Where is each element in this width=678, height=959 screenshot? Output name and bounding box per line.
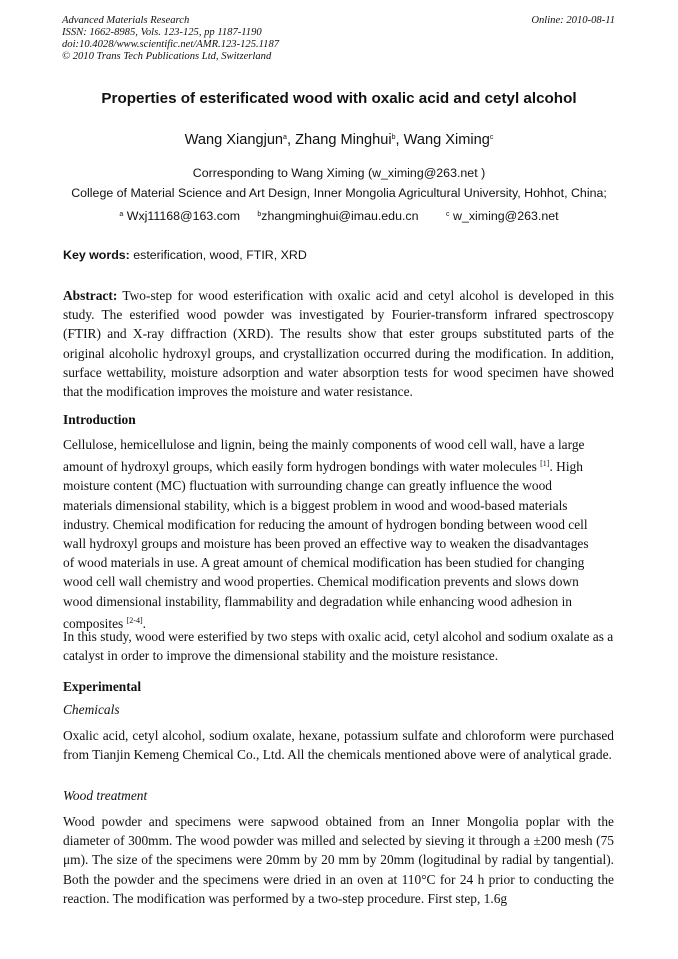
email-c: w_ximing@263.net xyxy=(449,209,559,223)
introduction-paragraph-1 xyxy=(63,435,623,633)
author-emails xyxy=(0,209,678,223)
chemicals-paragraph: Oxalic acid, cetyl alcohol, sodium oxalate, hexane, potassium sulfate and chloroform were purchased from Tianjin Kemeng Chemical Co., Ltd. All the chemicals mentioned above were of analytical grade. xyxy=(63,728,614,763)
abstract-label: Abstract: xyxy=(63,288,118,303)
author-name: Zhang Minghui xyxy=(295,132,392,148)
paragraph-line: wall hydroxyl groups and moisture has been proved an effective way to weaken the disadvantages xyxy=(63,536,589,552)
corresponding-author: Corresponding to Wang Ximing (w_ximing@263.net ) xyxy=(192,166,486,180)
paragraph-line: Cellulose, hemicellulose and lignin, being the mainly components of wood cell wall, have a large xyxy=(63,437,585,452)
online-date: Online: 2010-08-11 xyxy=(531,15,615,26)
email-mark: c xyxy=(446,211,450,218)
keywords-text: esterification, wood, FTIR, XRD xyxy=(129,248,307,262)
paragraph-line: moisture content (MC) fluctuation with surrounding change can greatly influence the wood xyxy=(63,478,552,494)
journal-name: Advanced Materials Research xyxy=(62,15,190,26)
subsection-heading-wood-treatment: Wood treatment xyxy=(63,788,148,803)
keywords-label: Key words: xyxy=(63,248,130,262)
subsection-heading-chemicals: Chemicals xyxy=(63,702,120,717)
author-affiliation-mark: c xyxy=(489,134,494,141)
author-affiliation-mark: b xyxy=(391,134,396,141)
paragraph-line: industry. Chemical modification for reducing the amount of hydrogen bonding between wood cell xyxy=(63,516,588,532)
author-separator: , xyxy=(286,132,296,148)
paragraph-line: amount of hydroxyl groups, which easily form hydrogen bondings with water molecules [1]. High xyxy=(63,459,583,475)
introduction-paragraph-2: In this study, wood were esterified by two steps with oxalic acid, cetyl alcohol and sodium oxalate as a catalyst in order to improve the dimensional stability and the moisture resistance. xyxy=(63,629,614,664)
paragraph-line: materials dimensional stability, which is a biggest problem in wood and wood-based materials xyxy=(63,497,568,513)
journal-copyright: © 2010 Trans Tech Publications Ltd, Switzerland xyxy=(62,51,272,62)
author-separator: , xyxy=(395,132,404,148)
email-a: Wxj11168@163.com xyxy=(123,209,241,223)
keywords xyxy=(63,248,307,262)
paragraph-line: wood dimensional instability, flammability and degradation while enhancing wood adhesion in xyxy=(63,593,572,609)
abstract xyxy=(63,286,614,401)
paper-title: Properties of esterificated wood with oxalic acid and cetyl alcohol xyxy=(101,90,577,107)
citation: [2-4] xyxy=(126,615,143,625)
paragraph-line: wood cell wall chemistry and wood properties. Chemical modification prevents and slows down xyxy=(63,574,579,590)
author-list xyxy=(0,132,678,148)
journal-doi: doi:10.4028/www.scientific.net/AMR.123-125.1187 xyxy=(62,39,280,50)
author-name: Wang Ximing xyxy=(403,132,490,148)
paragraph-line: of wood materials in use. A great amount of chemical modification has been studied for changing xyxy=(63,555,585,571)
paragraph-line: composites [2-4]. xyxy=(63,615,146,631)
citation: [1] xyxy=(540,459,550,469)
section-heading-experimental: Experimental xyxy=(63,679,142,694)
section-heading-introduction: Introduction xyxy=(63,412,136,427)
email-b: zhangminghui@imau.edu.cn xyxy=(261,209,419,223)
author-affiliation-mark: a xyxy=(283,134,287,141)
journal-issn: ISSN: 1662-8985, Vols. 123-125, pp 1187-1190 xyxy=(62,27,262,38)
wood-treatment-paragraph: Wood powder and specimens were sapwood obtained from an Inner Mongolia poplar with the diameter of 300mm. The wood powder was milled and selected by sieving it through a ±200 mesh (75 μm). The size of the specimens were 20mm by 20 mm by 20mm (logitudinal by radial by tangential). Both the powder and the specimens were dried in an oven at 110°C for 24 h prior to conducting the reaction. The modification was performed by a two-step procedure. First step, 1.6g xyxy=(63,814,614,906)
journal-header xyxy=(62,15,279,63)
abstract-text: Two-step for wood esterification with oxalic acid and cetyl alcohol is developed in this study. The esterified wood powder was investigated by Fourier-transform infrared spectroscopy (FTIR) and X-ray diffraction (XRD). The results show that ester groups substituted parts of the original alcoholic hydroxyl groups, and crystallization occurred during the modification. In addition, surface wettability, moisture adsorption and water absorption tests for wood specimen have showed that the modification improves the moisture and water resistance. xyxy=(63,288,614,400)
email-mark: b xyxy=(257,211,262,218)
author-name: Wang Xiangjun xyxy=(184,132,284,148)
email-mark: a xyxy=(119,211,124,218)
affiliation: College of Material Science and Art Design, Inner Mongolia Agricultural University, Hohhot, China; xyxy=(71,186,607,200)
